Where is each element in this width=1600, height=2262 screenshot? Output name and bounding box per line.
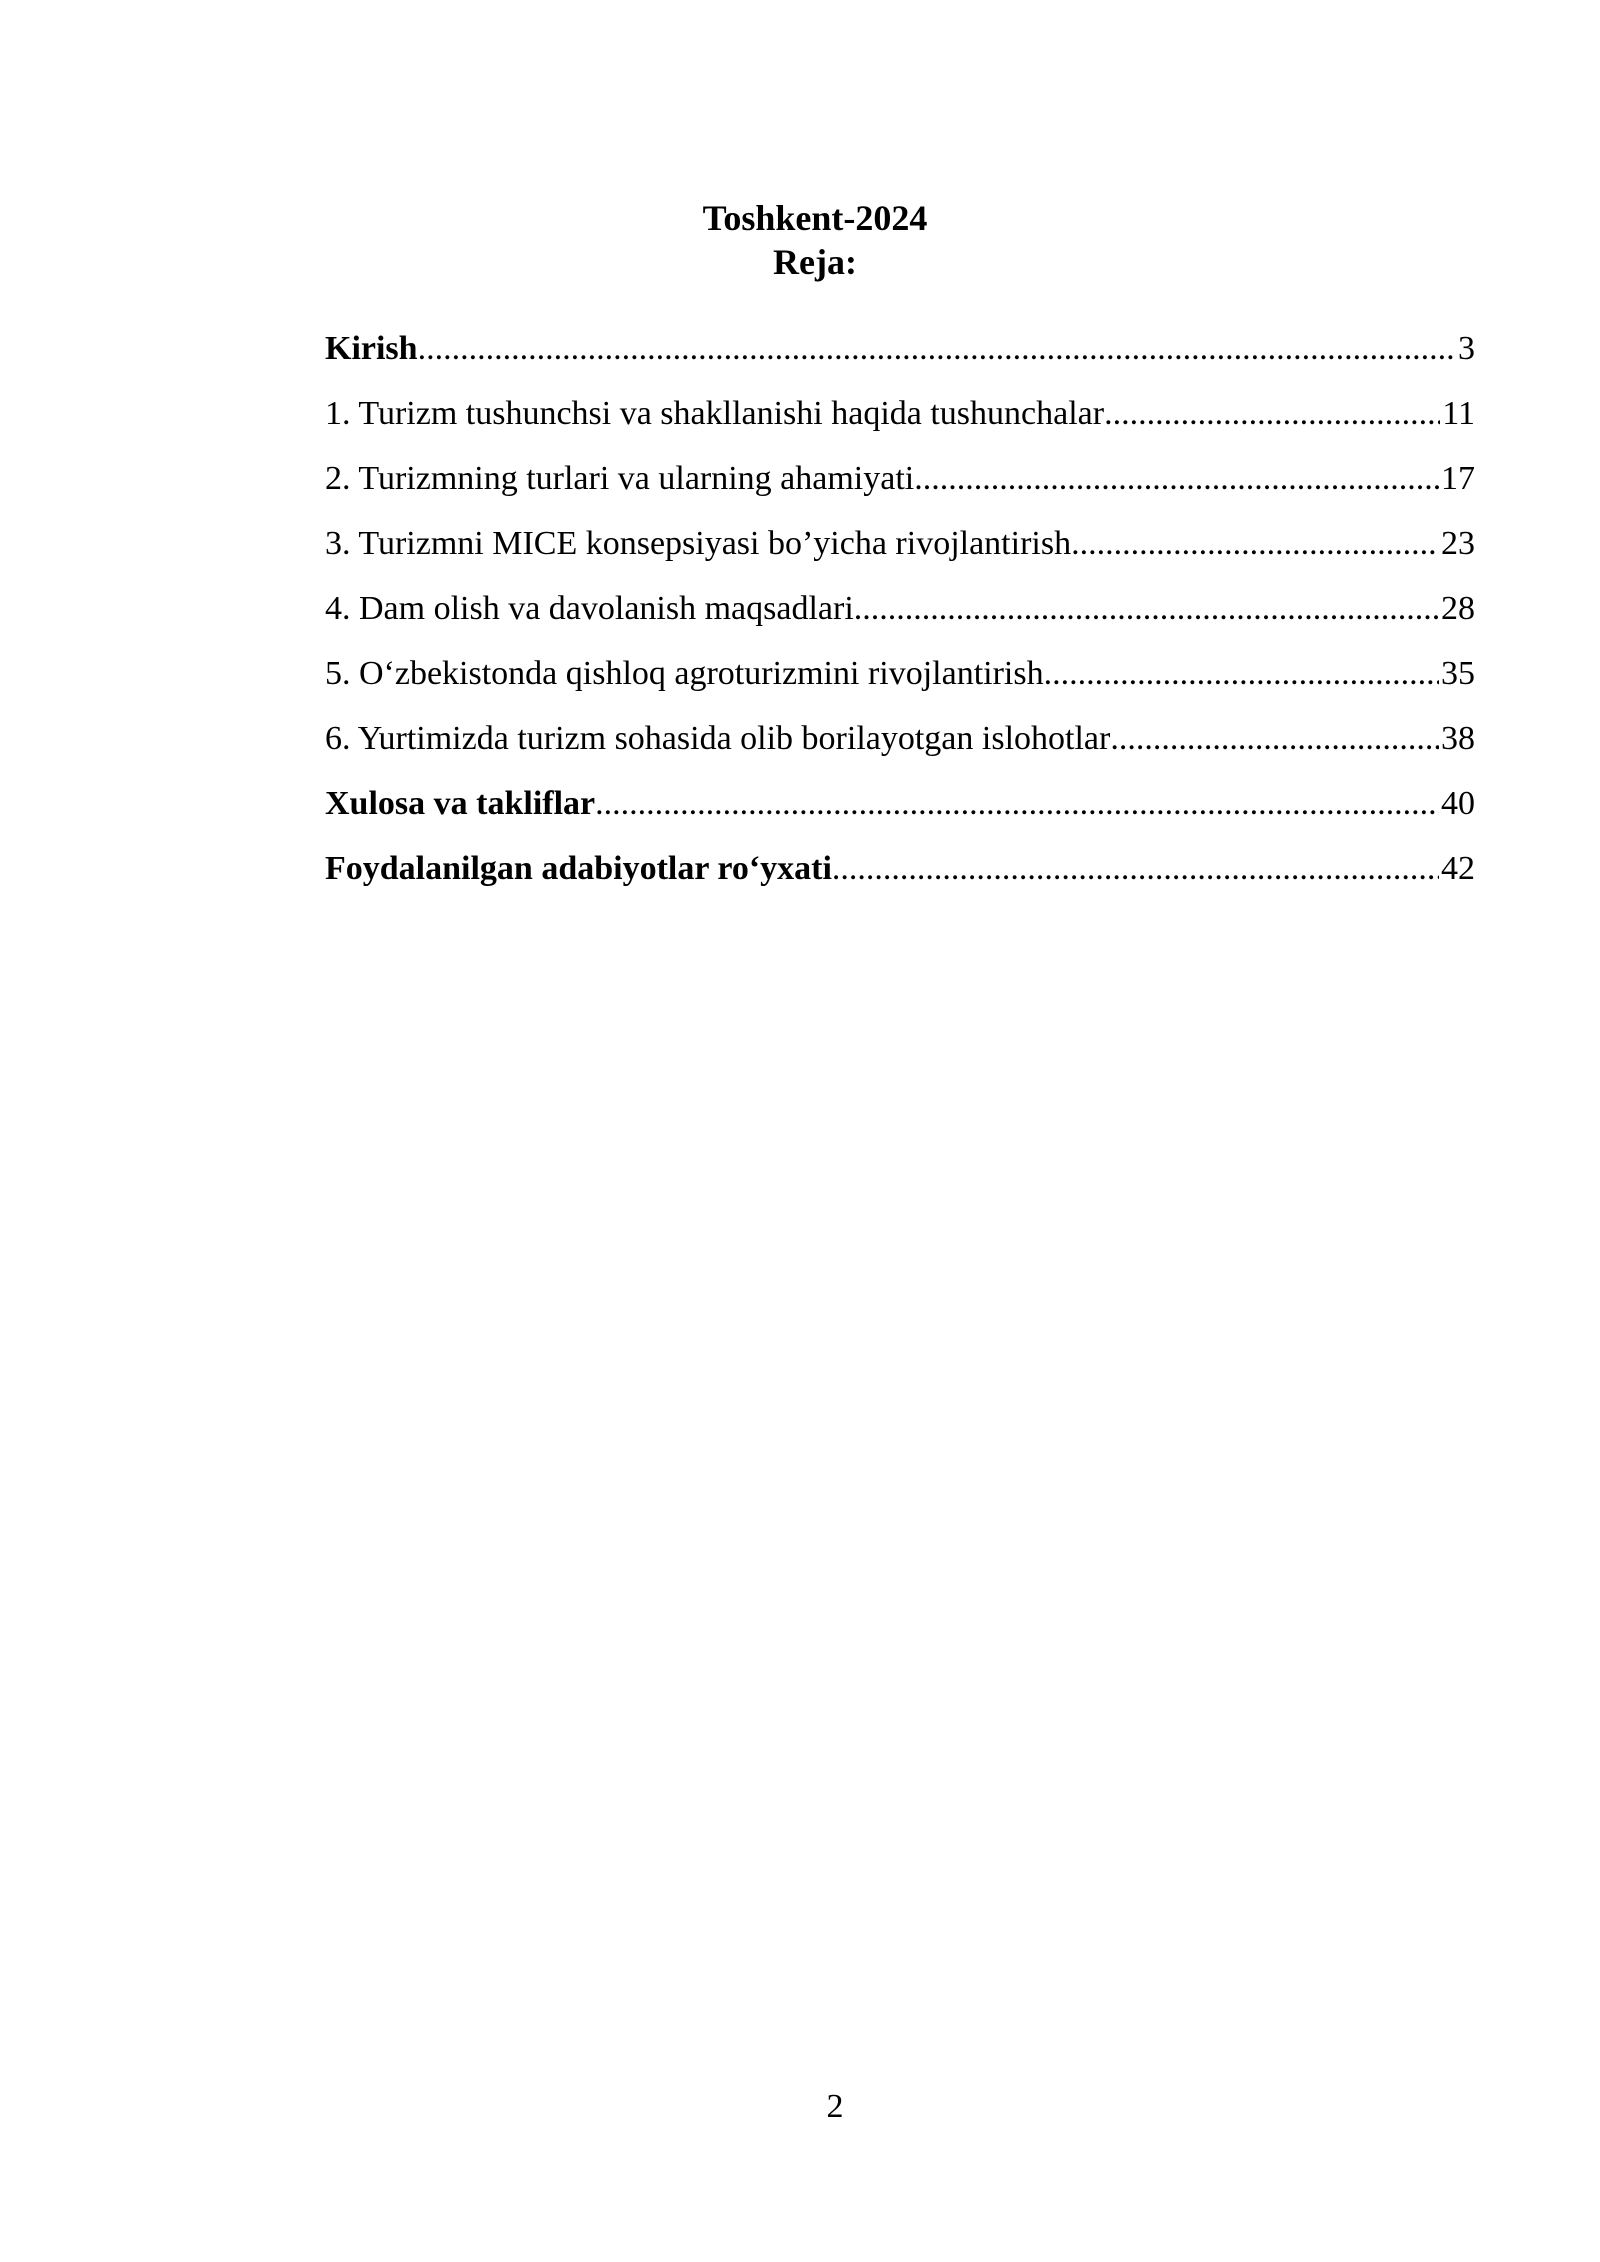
toc-dot-leader [832,846,1439,892]
toc-dot-leader [595,781,1439,827]
toc-entry-label: 1. Turizm tushunchsi va shakllanishi haqida tushunchalar [325,395,1105,432]
toc-entry-5 [325,651,1475,716]
toc-dot-leader [854,586,1439,632]
toc-entry-introduction [325,326,1475,391]
toc-entry-page: 3 [1458,330,1475,367]
page-number: 2 [826,2088,844,2125]
toc-entry-label: 6. Yurtimizda turizm sohasida olib borilayotgan islohotlar [325,720,1111,757]
toc-entry-2 [325,456,1475,521]
toc-dot-leader [914,456,1439,502]
toc-entry-page: 23 [1441,525,1475,562]
toc-entry-label: 5. O‘zbekistonda qishloq agroturizmini rivojlantirish [325,655,1044,692]
toc-dot-leader [1044,651,1439,697]
toc-dot-leader [418,326,1456,372]
toc-entry-label: Kirish [325,330,418,367]
document-header [0,196,1600,284]
toc-entry-6 [325,716,1475,781]
toc-entry-page: 38 [1441,720,1475,757]
toc-entry-conclusion [325,781,1475,846]
toc-entry-page: 35 [1441,655,1475,692]
toc-entry-references [325,846,1475,911]
toc-dot-leader [1071,521,1439,567]
toc-entry-label: Foydalanilgan adabiyotlar ro‘yxati [325,850,832,887]
toc-entry-label: 3. Turizmni MICE konsepsiyasi bo’yicha rivojlantirish [325,525,1072,562]
toc-entry-3 [325,521,1475,586]
toc-entry-4 [325,586,1475,651]
toc-entry-page: 42 [1441,850,1475,887]
toc-dot-leader [1104,391,1440,437]
toc-entry-label: Xulosa va takliflar [325,785,596,822]
toc-entry-1 [325,391,1475,456]
toc-entry-label: 2. Turizmning turlari va ularning ahamiyati [325,460,915,497]
toc-entry-label: 4. Dam olish va davolanish maqsadlari [325,590,854,627]
plan-title: Reja: [773,242,857,282]
toc-dot-leader [1110,716,1439,762]
city-year-heading: Toshkent-2024 [702,198,928,238]
toc-entry-page: 17 [1441,460,1475,497]
table-of-contents [325,326,1475,911]
toc-entry-page: 28 [1441,590,1475,627]
toc-entry-page: 40 [1441,785,1475,822]
toc-entry-page: 11 [1442,395,1475,432]
